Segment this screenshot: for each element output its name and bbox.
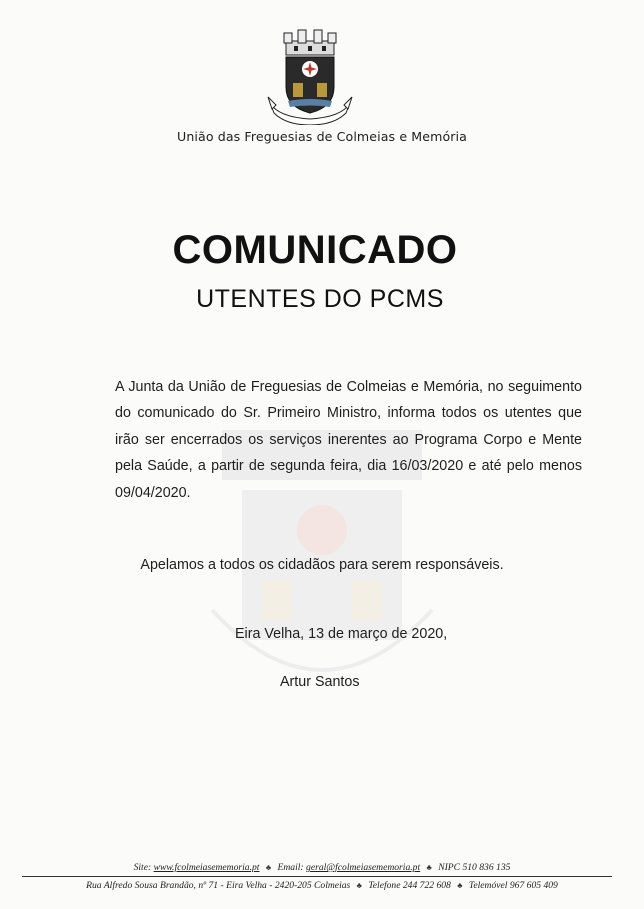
- nipc-text: NIPC 510 836 135: [438, 862, 511, 873]
- footer-separator-icon: ♣: [265, 863, 272, 872]
- site-link[interactable]: www.fcolmeiasememoria.pt: [153, 862, 260, 873]
- footer-contacts: [0, 862, 644, 873]
- signature-name: Artur Santos: [280, 674, 360, 690]
- mobile-text: Telemóvel 967 605 409: [468, 880, 558, 891]
- notice-title: COMUNICADO: [172, 228, 458, 272]
- phone-text: Telefone 244 722 608: [368, 880, 451, 891]
- footer-divider: [22, 876, 612, 877]
- notice-paragraph-text: A Junta da União de Freguesias de Colmeias e Memória, no seguimento do comunicado do Sr. Primeiro Ministro, informa todos os utentes que irão ser encerrados os serviços inerentes ao Programa Corpo e Mente pela Saúde, a partir de segunda feira, dia 16/03/2020 e até pelo menos 09/04/2020.: [115, 379, 582, 501]
- email-label: Email:: [277, 862, 304, 873]
- notice-subtitle: UTENTES DO PCMS: [196, 285, 444, 313]
- organization-name: União das Freguesias de Colmeias e Memória: [177, 129, 467, 144]
- place-date: Eira Velha, 13 de março de 2020,: [235, 626, 448, 642]
- address-text: Rua Alfredo Sousa Brandão, nº 71 - Eira Velha - 2420-205 Colmeias: [86, 880, 351, 891]
- notice-paragraph: [115, 374, 582, 506]
- appeal-text: Apelamos a todos os cidadãos para serem responsáveis.: [140, 557, 504, 573]
- footer-separator-icon: ♣: [426, 863, 432, 872]
- site-label: Site:: [133, 862, 152, 873]
- footer-separator-icon: ♣: [457, 881, 463, 890]
- footer-separator-icon: ♣: [356, 881, 362, 890]
- email-link[interactable]: geral@fcolmeiasememoria.pt: [306, 862, 421, 873]
- footer-address-line: [0, 880, 644, 891]
- coat-of-arms-icon: [264, 27, 356, 125]
